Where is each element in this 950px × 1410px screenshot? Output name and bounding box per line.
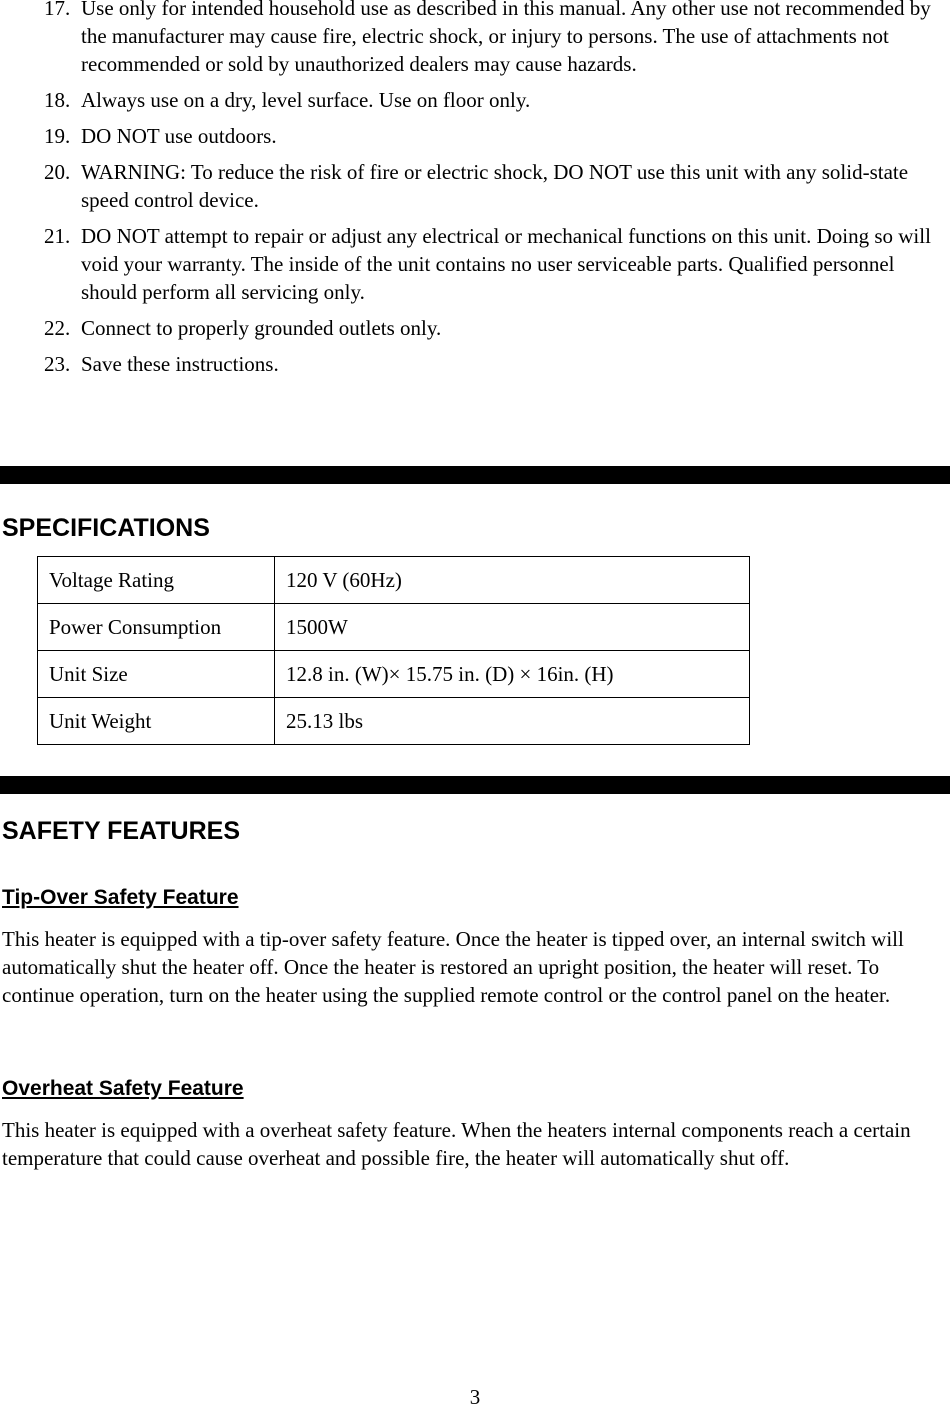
spec-value: 12.8 in. (W)× 15.75 in. (D) × 16in. (H) (275, 651, 750, 698)
item-text: Connect to properly grounded outlets only. (81, 316, 442, 340)
list-item (0, 158, 950, 214)
overheat-paragraph: This heater is equipped with a overheat safety feature. When the heaters internal components reach a certain temperature that could cause overheat and possible fire, the heater will automatically shut off. (2, 1118, 911, 1170)
tip-over-paragraph: This heater is equipped with a tip-over safety feature. Once the heater is tipped over, an internal switch will automatically shut the heater off. Once the heater is restored an upright position, the heater will reset. To continue operation, turn on the heater using the supplied remote control or the control panel on the heater. (2, 927, 904, 1007)
safety-features-heading: SAFETY FEATURES (2, 817, 240, 845)
tip-over-heading: Tip-Over Safety Feature (2, 886, 239, 909)
list-item (0, 86, 950, 114)
section-divider (0, 466, 950, 484)
table-row (38, 557, 750, 604)
specifications-heading: SPECIFICATIONS (2, 514, 210, 542)
list-item (0, 122, 950, 150)
list-item (0, 222, 950, 306)
specifications-table (37, 556, 750, 745)
table-row (38, 698, 750, 745)
spec-value: 25.13 lbs (275, 698, 750, 745)
safety-instructions-list (0, 0, 950, 378)
item-text: WARNING: To reduce the risk of fire or electric shock, DO NOT use this unit with any solid-state speed control device. (81, 160, 909, 212)
spec-value: 120 V (60Hz) (275, 557, 750, 604)
spec-value: 1500W (275, 604, 750, 651)
spec-label: Voltage Rating (38, 557, 275, 604)
item-number: 18. (44, 88, 71, 112)
item-text: Use only for intended household use as described in this manual. Any other use not recommended by the manufacturer may cause fire, electric shock, or injury to persons. The use of attachments not recommended or sold by unauthorized dealers may cause hazards. (81, 0, 931, 76)
list-item (0, 314, 950, 342)
page-number: 3 (469, 1385, 481, 1409)
item-number: 19. (44, 124, 71, 148)
overheat-heading: Overheat Safety Feature (2, 1077, 244, 1100)
spec-label: Unit Size (38, 651, 275, 698)
spec-label: Unit Weight (38, 698, 275, 745)
table-row (38, 651, 750, 698)
item-number: 20. (44, 160, 71, 184)
spec-label: Power Consumption (38, 604, 275, 651)
list-item (0, 0, 950, 78)
item-text: Save these instructions. (81, 352, 279, 376)
list-item (0, 350, 950, 378)
item-number: 22. (44, 316, 71, 340)
item-number: 21. (44, 224, 71, 248)
table-row (38, 604, 750, 651)
section-divider (0, 776, 950, 794)
item-text: DO NOT use outdoors. (81, 124, 277, 148)
item-number: 17. (44, 0, 71, 20)
item-text: Always use on a dry, level surface. Use on floor only. (81, 88, 531, 112)
item-text: DO NOT attempt to repair or adjust any electrical or mechanical functions on this unit. Doing so will void your warranty. The inside of the unit contains no user serviceable parts. Qualified personnel should perform all servicing only. (81, 224, 931, 304)
item-number: 23. (44, 352, 71, 376)
